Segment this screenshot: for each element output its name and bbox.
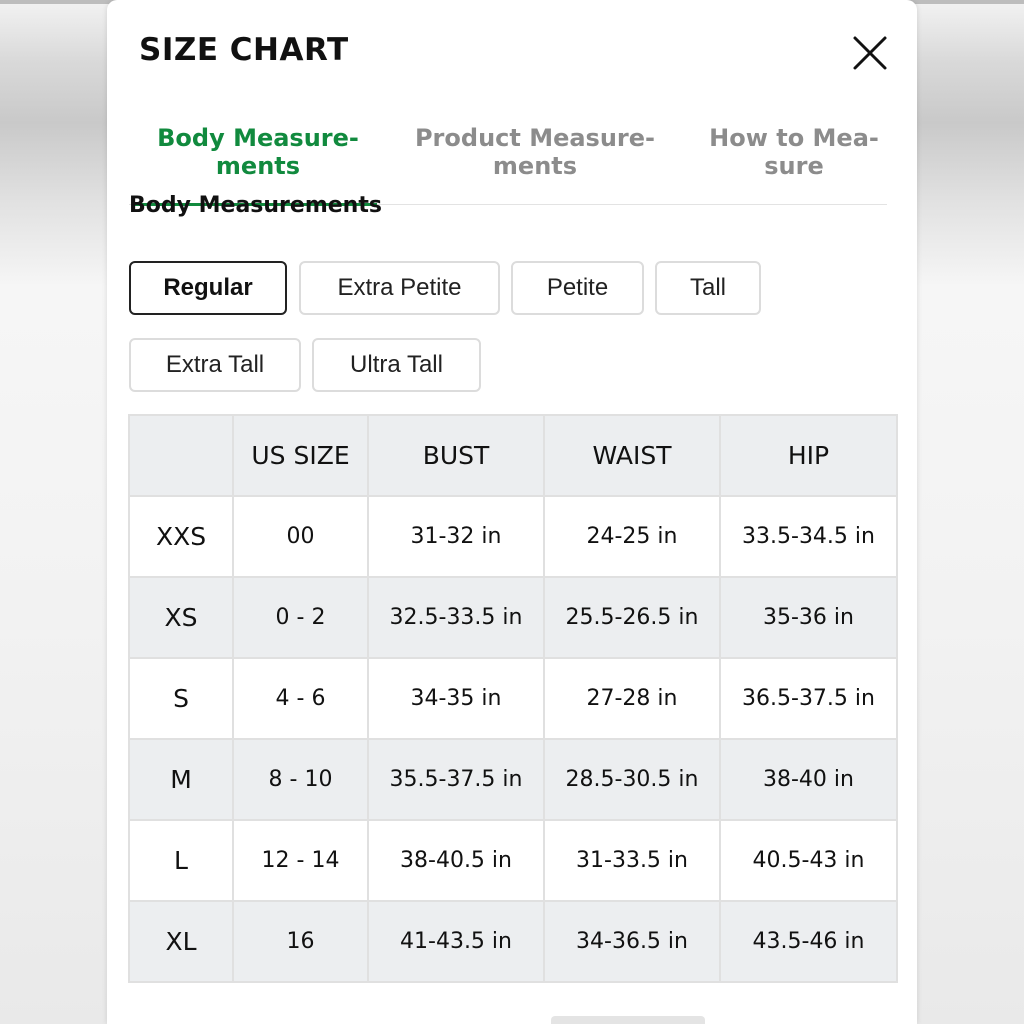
table-header-row	[129, 415, 897, 496]
table-row	[129, 658, 897, 739]
header-cell-bust: BUST	[368, 415, 544, 496]
fit-option-regular[interactable]: Regular	[129, 261, 287, 315]
waist-cell: 31-33.5 in	[544, 820, 720, 901]
waist-cell: 24-25 in	[544, 496, 720, 577]
us-size-cell: 12 - 14	[233, 820, 368, 901]
bust-cell: 31-32 in	[368, 496, 544, 577]
tab-label-line2: ments	[492, 152, 578, 180]
fit-option-extra-tall[interactable]: Extra Tall	[129, 338, 301, 392]
size-cell: XXS	[129, 496, 233, 577]
modal-title: SIZE CHART	[139, 32, 349, 68]
header-cell-us-size: US SIZE	[233, 415, 368, 496]
tab-label-line1: Body Measure-	[157, 124, 359, 152]
fit-option-extra-petite[interactable]: Extra Petite	[299, 261, 500, 315]
header-cell-size	[129, 415, 233, 496]
header-cell-hip: HIP	[720, 415, 897, 496]
size-chart-table	[128, 414, 898, 983]
hip-cell: 33.5-34.5 in	[720, 496, 897, 577]
table-row	[129, 739, 897, 820]
fit-option-petite[interactable]: Petite	[511, 261, 644, 315]
bust-cell: 32.5-33.5 in	[368, 577, 544, 658]
tab-label-line1: How to Mea-	[709, 124, 879, 152]
size-cell: L	[129, 820, 233, 901]
size-cell: M	[129, 739, 233, 820]
fit-option-ultra-tall[interactable]: Ultra Tall	[312, 338, 481, 392]
bust-cell: 38-40.5 in	[368, 820, 544, 901]
hip-cell: 35-36 in	[720, 577, 897, 658]
size-chart-modal	[107, 0, 917, 1024]
close-icon	[851, 34, 889, 72]
tab-label-line2: sure	[764, 152, 824, 180]
us-size-cell: 8 - 10	[233, 739, 368, 820]
section-heading-text: Body Measurements	[129, 193, 382, 218]
size-cell: XL	[129, 901, 233, 982]
table-row	[129, 577, 897, 658]
section-heading	[129, 193, 489, 218]
hip-cell: 38-40 in	[720, 739, 897, 820]
tab-label-line1: Product Measure-	[414, 124, 656, 152]
fit-option-tall[interactable]: Tall	[655, 261, 761, 315]
waist-cell: 27-28 in	[544, 658, 720, 739]
bottom-handle	[551, 1016, 705, 1024]
close-button[interactable]	[851, 34, 889, 72]
tab-how-to-measure[interactable]	[695, 124, 893, 180]
table-row	[129, 496, 897, 577]
tab-body-measurements[interactable]	[129, 124, 387, 180]
header-cell-waist: WAIST	[544, 415, 720, 496]
tab-label-line2: ments	[215, 152, 301, 180]
hip-cell: 40.5-43 in	[720, 820, 897, 901]
bust-cell: 34-35 in	[368, 658, 544, 739]
us-size-cell: 0 - 2	[233, 577, 368, 658]
us-size-cell: 16	[233, 901, 368, 982]
measurement-tabs	[129, 116, 887, 205]
hip-cell: 43.5-46 in	[720, 901, 897, 982]
table-row	[129, 820, 897, 901]
bust-cell: 41-43.5 in	[368, 901, 544, 982]
size-cell: S	[129, 658, 233, 739]
size-cell: XS	[129, 577, 233, 658]
hip-cell: 36.5-37.5 in	[720, 658, 897, 739]
us-size-cell: 00	[233, 496, 368, 577]
table-row	[129, 901, 897, 982]
waist-cell: 28.5-30.5 in	[544, 739, 720, 820]
tab-product-measurements[interactable]	[411, 124, 659, 180]
waist-cell: 34-36.5 in	[544, 901, 720, 982]
us-size-cell: 4 - 6	[233, 658, 368, 739]
bust-cell: 35.5-37.5 in	[368, 739, 544, 820]
waist-cell: 25.5-26.5 in	[544, 577, 720, 658]
